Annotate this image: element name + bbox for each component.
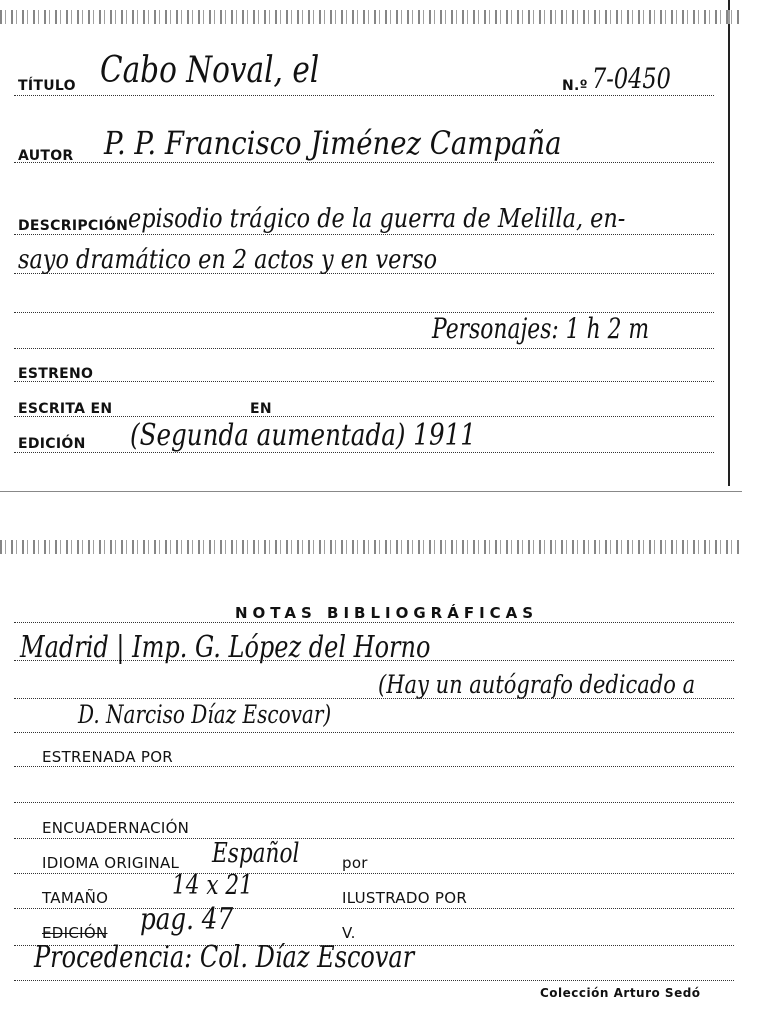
ruled-line (14, 416, 714, 417)
escrita-label: ESCRITA EN (18, 401, 113, 417)
ruled-line (14, 802, 734, 803)
autor-label: AUTOR (18, 148, 74, 164)
numero-label: N.º (562, 78, 588, 94)
ruled-line (14, 838, 734, 839)
ruled-line (14, 766, 734, 767)
ruled-line (14, 732, 734, 733)
edicion-label-struck: EDICIÓN (42, 924, 108, 942)
procedencia-value: Procedencia: Col. Díaz Escovar (34, 940, 415, 975)
por-label: por (342, 854, 368, 872)
ruled-line (14, 381, 714, 382)
catalog-card-bottom (0, 540, 740, 1020)
ruled-line (14, 980, 734, 981)
tamano-label: TAMAÑO (42, 889, 109, 907)
notas-line1: Madrid | Imp. G. López del Horno (20, 630, 431, 665)
ruled-line (14, 348, 714, 349)
titulo-value: Cabo Noval, el (100, 50, 320, 91)
ruled-line (14, 234, 714, 235)
ruled-line (14, 873, 734, 874)
titulo-label: TÍTULO (18, 78, 76, 94)
ilustrado-label: ILUSTRADO POR (342, 889, 468, 907)
personajes-value: Personajes: 1 h 2 m (432, 312, 650, 345)
ruled-line (14, 908, 734, 909)
tamano-value: 14 x 21 (172, 870, 253, 901)
encuadernacion-label: ENCUADERNACIÓN (42, 819, 190, 837)
notas-line2: (Hay un autógrafo dedicado a (378, 670, 696, 699)
card-separator (0, 491, 742, 492)
paginas-value: pag. 47 (140, 902, 234, 937)
estreno-label: ESTRENO (18, 366, 94, 382)
notas-heading: NOTAS BIBLIOGRÁFICAS (235, 604, 539, 622)
ruled-line (14, 622, 734, 623)
idioma-value: Español (212, 838, 300, 869)
estrenada-label: ESTRENADA POR (42, 748, 174, 766)
catalog-card-top (0, 0, 730, 486)
en-label: EN (250, 401, 272, 417)
notas-line3: D. Narciso Díaz Escovar) (78, 700, 332, 729)
edicion-label: EDICIÓN (18, 436, 86, 452)
autor-value: P. P. Francisco Jiménez Campaña (104, 124, 562, 162)
v-label: V. (342, 924, 356, 942)
idioma-label: IDIOMA ORIGINAL (42, 854, 180, 872)
edicion-value: (Segunda aumentada) 1911 (130, 418, 476, 453)
numero-value: 7-0450 (592, 62, 671, 95)
descripcion-label: DESCRIPCIÓN (18, 218, 129, 234)
ruled-line (14, 162, 714, 163)
card-top-edge (0, 10, 742, 24)
coleccion-footer: Colección Arturo Sedó (540, 986, 701, 1000)
ruled-line (14, 95, 714, 96)
card-top-edge (0, 540, 742, 554)
descripcion-line2: sayo dramático en 2 actos y en verso (18, 245, 438, 275)
descripcion-line1: episodio trágico de la guerra de Melilla, en- (128, 204, 626, 234)
